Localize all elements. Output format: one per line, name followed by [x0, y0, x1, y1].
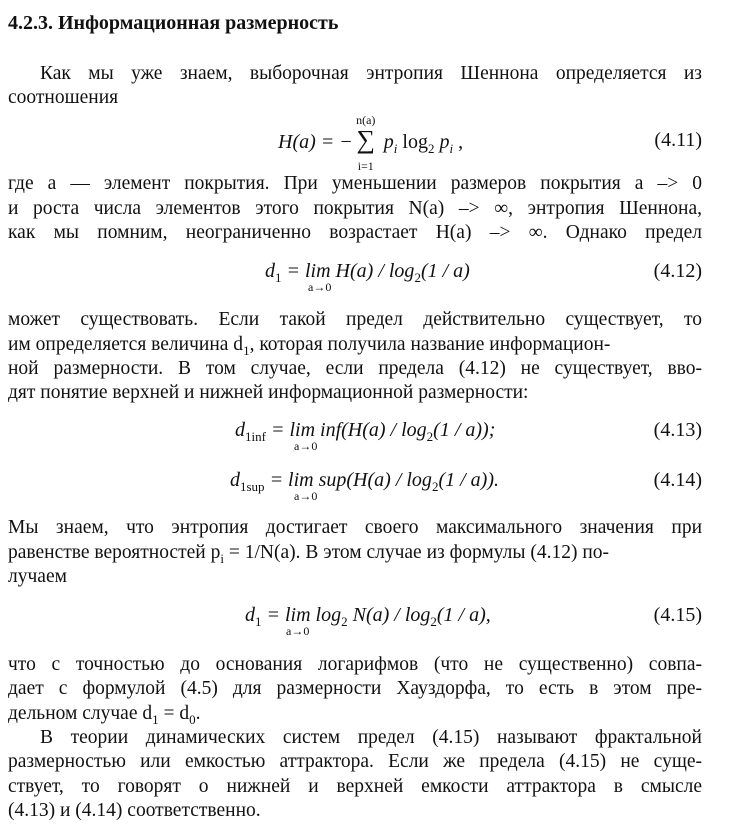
- paragraph-line: дят понятие верхней и нижней информационной размерности:: [8, 382, 529, 403]
- section-heading: 4.2.3. Информационная размерность: [8, 12, 339, 34]
- formula-4-11: [278, 113, 464, 173]
- paragraph-line: В теории динамических систем предел (4.15) называют фрактальной: [40, 727, 702, 748]
- paragraph-line: (4.13) и (4.14) соответственно.: [8, 800, 261, 821]
- paragraph-line: где a — элемент покрытия. При уменьшении размеров покрытия a –> 0: [8, 173, 702, 194]
- paragraph-line: [8, 541, 702, 566]
- paragraph-line: может существовать. Если такой предел действительно существует, то: [8, 309, 702, 330]
- formula-body: = lim log: [261, 604, 342, 626]
- sum-symbol: ∑: [356, 125, 376, 154]
- equation-number: (4.12): [653, 260, 702, 282]
- text-run: = d: [158, 703, 190, 724]
- equation-number: (4.15): [653, 604, 702, 626]
- formula-term: p: [383, 131, 394, 153]
- formula-4-13: [235, 418, 495, 444]
- paragraph-line: [8, 333, 702, 358]
- formula-subscript: 2: [431, 479, 439, 494]
- formula-log: log: [397, 131, 428, 153]
- limit-subscript: a→0: [294, 439, 318, 453]
- paragraph-line: ной размерности. В том случае, если предела (4.12) не существует, вво-: [8, 358, 702, 379]
- equation-number: (4.11): [654, 129, 702, 151]
- formula-4-14: [230, 468, 499, 494]
- formula-subscript: 1: [255, 614, 262, 629]
- formula-subscript: 2: [414, 270, 421, 285]
- formula-body: = lim H(a) / log: [281, 260, 415, 282]
- limit-subscript: a→0: [294, 489, 318, 503]
- sum-lower-limit: i=1: [357, 159, 374, 173]
- text-subscript: 0: [189, 712, 196, 727]
- text-run: = 1/N(a). В этом случае из формулы (4.12) по-: [223, 542, 610, 563]
- formula-subscript: i: [393, 141, 398, 156]
- formula-4-15: [245, 603, 491, 629]
- paragraph-line: дает с формулой (4.5) для размерности Хауздорфа, то есть в этом пре-: [8, 678, 702, 699]
- formula-subscript: i: [449, 141, 454, 156]
- formula-subscript: 2: [426, 429, 434, 444]
- paragraph-line: размерностью или емкостью аттрактора. Если же предела (4.15) не суще-: [8, 751, 702, 772]
- formula-body: = lim sup(H(a) / log: [264, 469, 432, 491]
- text-subscript: 1: [243, 343, 250, 358]
- limit-subscript: a→0: [286, 624, 310, 638]
- sum-upper-limit: n(a): [356, 113, 376, 127]
- formula-tail: (1 / a)).: [438, 469, 499, 491]
- formula-tail: (1 / a));: [433, 419, 496, 441]
- limit-subscript: a→0: [308, 280, 332, 294]
- paragraph-line: ствует, то говорят о нижней и верхней емкости аттрактора в смысле: [8, 776, 702, 797]
- formula-subscript: 2: [430, 614, 437, 629]
- text-run: .: [195, 703, 201, 724]
- formula-tail: (1 / a): [420, 260, 470, 282]
- formula-tail: (1 / a),: [436, 604, 491, 626]
- formula-var: d: [230, 469, 240, 491]
- formula-body: N(a) / log: [347, 604, 431, 626]
- paragraph-line: Мы знаем, что энтропия достигает своего максимального значения при: [8, 517, 702, 538]
- text-subscript: 1: [152, 712, 159, 727]
- formula-subscript: 1inf: [245, 429, 266, 444]
- text-run: , которая получила название информацион-: [249, 334, 611, 355]
- formula-subscript: 1sup: [240, 479, 265, 494]
- paragraph-line: [8, 702, 702, 727]
- text-subscript: i: [220, 551, 224, 566]
- formula-subscript: 1: [275, 270, 282, 285]
- formula-var: d: [265, 260, 275, 282]
- equation-number: (4.13): [653, 419, 702, 441]
- paragraph-line: соотношения: [8, 87, 119, 108]
- paragraph-line: лучаем: [8, 566, 67, 587]
- formula-tail: ,: [453, 131, 464, 153]
- formula-term: p: [434, 131, 450, 153]
- formula-body: = lim inf(H(a) / log: [265, 419, 427, 441]
- equation-number: (4.14): [653, 469, 702, 491]
- text-run: дельном случае d: [8, 703, 153, 724]
- formula-subscript: 2: [341, 614, 348, 629]
- formula-4-12: [265, 259, 470, 285]
- formula-subscript: 2: [427, 141, 435, 156]
- formula-var: d: [235, 419, 245, 441]
- formula-var: d: [245, 604, 255, 626]
- text-run: равенстве вероятностей p: [8, 542, 221, 563]
- paragraph-line: что с точностью до основания логарифмов (что не существенно) совпа-: [8, 654, 702, 675]
- paragraph-line: как мы помним, неограниченно возрастает H(a) –> ∞. Однако предел: [8, 222, 702, 243]
- text-run: им определяется величина d: [8, 334, 244, 355]
- paragraph-line: и роста числа элементов этого покрытия N(a) –> ∞, энтропия Шеннона,: [8, 198, 702, 219]
- paragraph-line: Как мы уже знаем, выборочная энтропия Шеннона определяется из: [40, 63, 702, 84]
- formula-lhs: H(a) = −: [278, 131, 353, 153]
